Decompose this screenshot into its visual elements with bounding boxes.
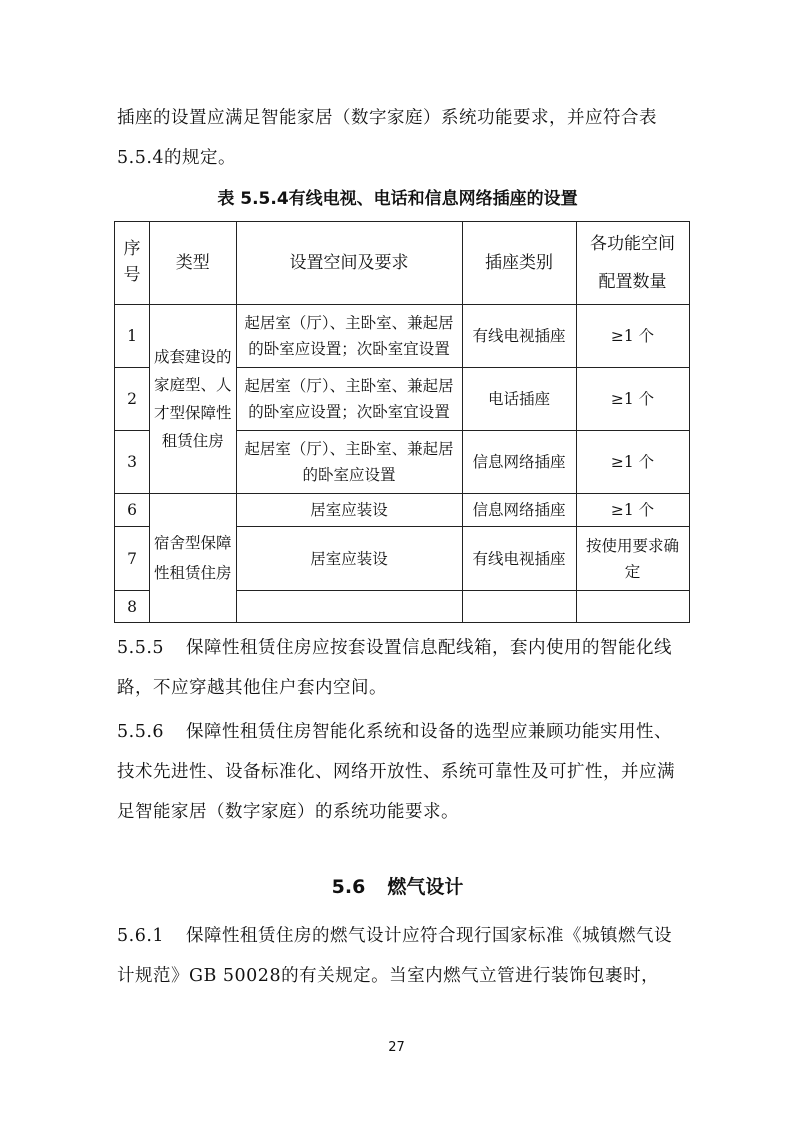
row-qty — [576, 591, 689, 623]
section-heading — [100, 872, 695, 899]
row-qty: ≥1 个 — [576, 494, 689, 527]
row-space: 居室应装设 — [236, 494, 462, 527]
row-socket — [462, 591, 576, 623]
row-space: 起居室（厅）、主卧室、兼起居的卧室应设置 — [236, 431, 462, 494]
row-qty: 按使用要求确定 — [576, 527, 689, 591]
row-no: 1 — [115, 305, 150, 368]
row-space: 起居室（厅）、主卧室、兼起居的卧室应设置；次卧室宜设置 — [236, 368, 462, 431]
header-type: 类型 — [150, 222, 237, 305]
row-no: 8 — [115, 591, 150, 623]
row-qty: ≥1 个 — [576, 431, 689, 494]
header-space: 设置空间及要求 — [236, 222, 462, 305]
clause-5-5-5 — [117, 628, 677, 708]
table-row — [115, 305, 690, 368]
table-caption: 表 5.5.4有线电视、电话和信息网络插座的设置 — [217, 189, 578, 209]
section-title: 燃气设计 — [387, 876, 464, 898]
clause-5-5-6 — [117, 712, 677, 832]
row-space: 起居室（厅）、主卧室、兼起居的卧室应设置；次卧室宜设置 — [236, 305, 462, 368]
clause-number: 5.5.6 — [117, 722, 165, 742]
row-socket: 电话插座 — [462, 368, 576, 431]
clause-5-6-1 — [117, 916, 677, 996]
intro-paragraph: 插座的设置应满足智能家居（数字家庭）系统功能要求，并应符合表5.5.4的规定。 — [117, 108, 657, 168]
clause-text: 保障性租赁住房应按套设置信息配线箱，套内使用的智能化线路，不应穿越其他住户套内空间。 — [117, 638, 673, 698]
row-no: 6 — [115, 494, 150, 527]
row-no: 2 — [115, 368, 150, 431]
page-number: 27 — [388, 1040, 405, 1055]
group-type: 成套建设的家庭型、人才型保障性租赁住房 — [150, 305, 237, 494]
row-no: 3 — [115, 431, 150, 494]
table-header-row — [115, 222, 690, 305]
header-no: 序号 — [115, 222, 150, 305]
row-space — [236, 591, 462, 623]
row-socket: 有线电视插座 — [462, 305, 576, 368]
header-socket: 插座类别 — [462, 222, 576, 305]
socket-table — [114, 221, 690, 623]
section-number: 5.6 — [331, 876, 366, 898]
row-socket: 有线电视插座 — [462, 527, 576, 591]
clause-text: 保障性租赁住房的燃气设计应符合现行国家标准《城镇燃气设计规范》GB 50028的有关规定。当室内燃气立管进行装饰包裹时， — [117, 926, 673, 986]
row-socket: 信息网络插座 — [462, 431, 576, 494]
clause-number: 5.5.5 — [117, 638, 165, 658]
row-qty: ≥1 个 — [576, 305, 689, 368]
row-qty: ≥1 个 — [576, 368, 689, 431]
table-row — [115, 494, 690, 527]
header-qty: 各功能空间配置数量 — [576, 222, 689, 305]
clause-number: 5.6.1 — [117, 926, 165, 946]
row-space: 居室应装设 — [236, 527, 462, 591]
row-no: 7 — [115, 527, 150, 591]
group-type: 宿舍型保障性租赁住房 — [150, 494, 237, 623]
row-socket: 信息网络插座 — [462, 494, 576, 527]
clause-text: 保障性租赁住房智能化系统和设备的选型应兼顾功能实用性、技术先进性、设备标准化、网络开放性、系统可靠性及可扩性，并应满足智能家居（数字家庭）的系统功能要求。 — [117, 722, 675, 822]
